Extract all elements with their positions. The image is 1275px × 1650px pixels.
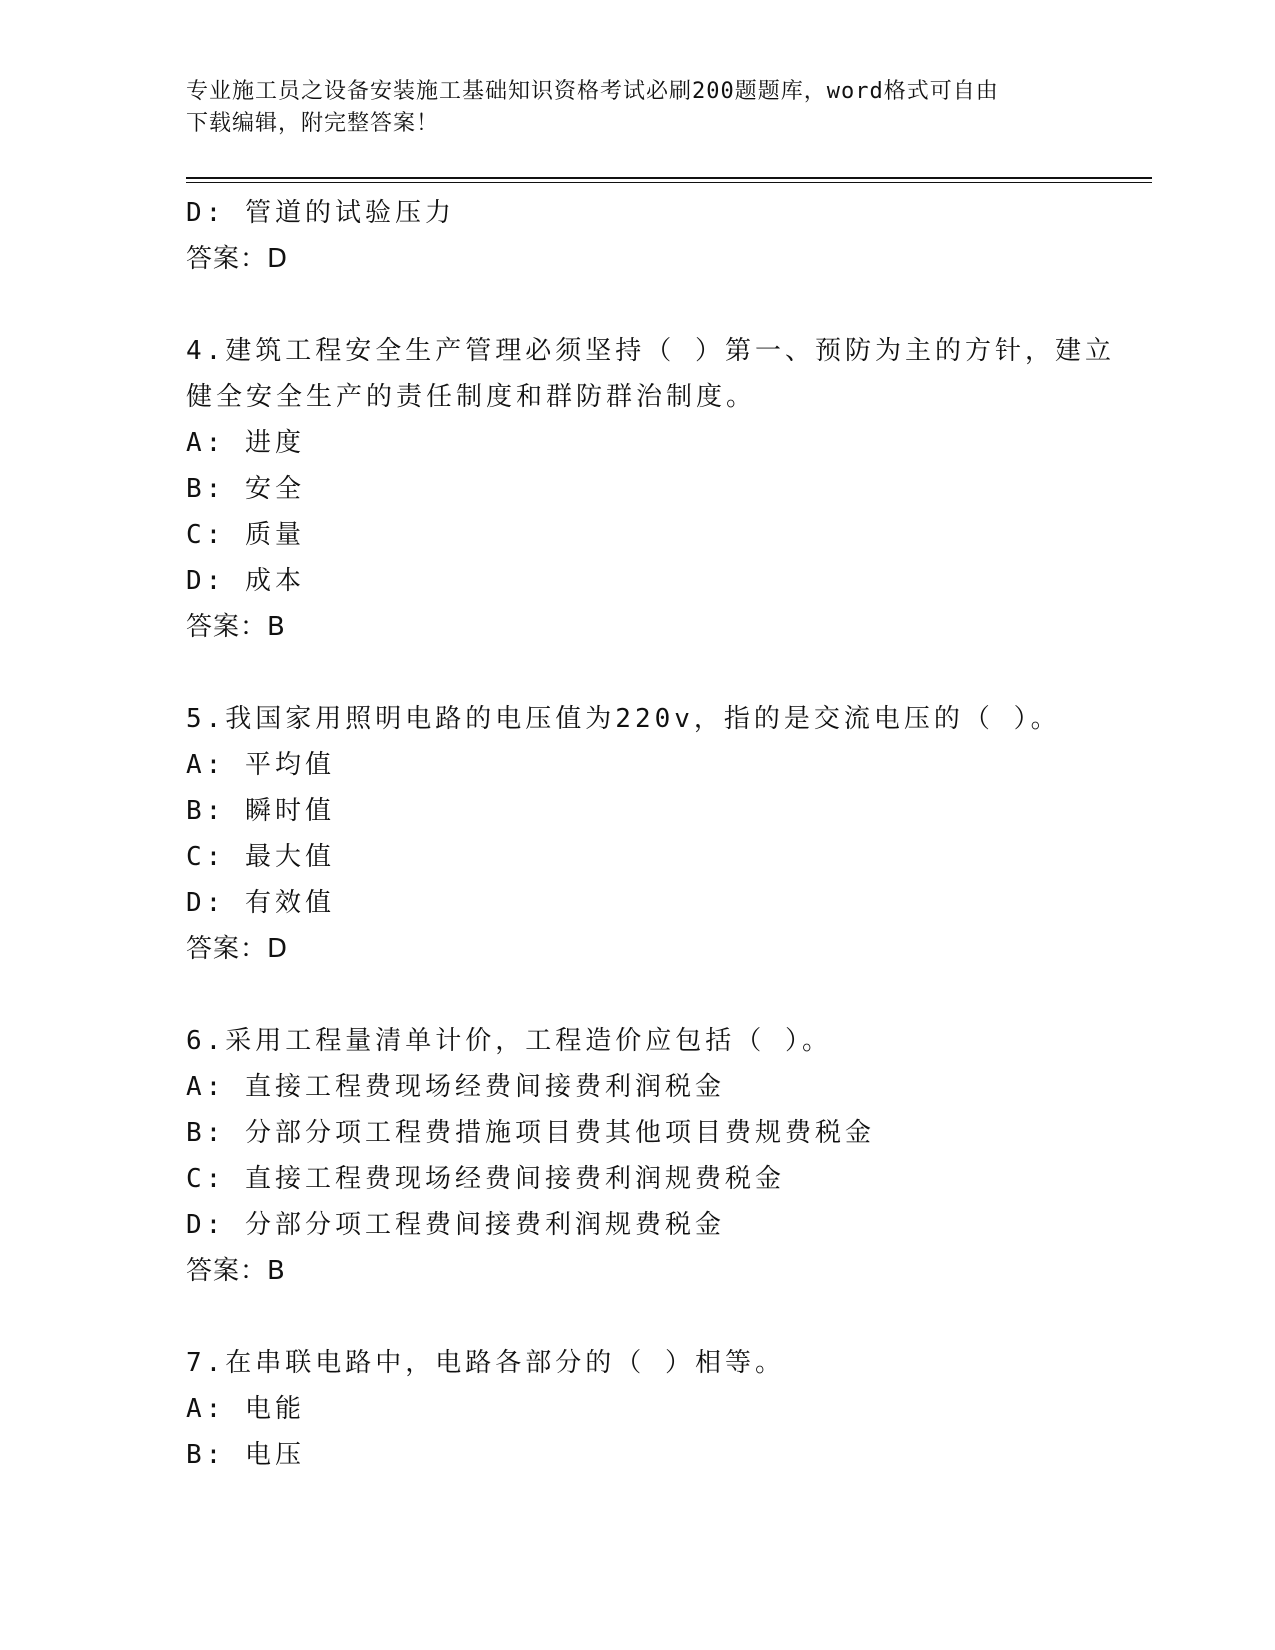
question-stem: 6.采用工程量清单计价，工程造价应包括（ ）。 bbox=[186, 1026, 832, 1056]
answer: 答案：B bbox=[186, 612, 286, 642]
option-c: C: 质量 bbox=[186, 520, 305, 550]
option-a: A: 平均值 bbox=[186, 750, 335, 780]
question-5 bbox=[186, 696, 1086, 972]
prev-answer: 答案：D bbox=[186, 244, 289, 274]
question-stem: 4.建筑工程安全生产管理必须坚持（ ）第一、预防为主的方针，建立 bbox=[186, 336, 1115, 366]
spacer bbox=[186, 972, 1086, 1018]
option-d: D: 有效值 bbox=[186, 888, 335, 918]
question-stem: 7.在串联电路中，电路各部分的（ ）相等。 bbox=[186, 1348, 785, 1378]
question-6 bbox=[186, 1018, 1086, 1294]
header-divider-thin bbox=[186, 182, 1152, 183]
spacer bbox=[186, 282, 1086, 328]
header-divider-thick bbox=[186, 177, 1152, 179]
option-c: C: 直接工程费现场经费间接费利润规费税金 bbox=[186, 1164, 785, 1194]
spacer bbox=[186, 1294, 1086, 1340]
option-b: B: 安全 bbox=[186, 474, 305, 504]
option-c: C: 最大值 bbox=[186, 842, 335, 872]
question-4 bbox=[186, 328, 1115, 650]
header-line-2: 下载编辑，附完整答案！ bbox=[186, 111, 440, 136]
question-stem-continued: 健全安全生产的责任制度和群防群治制度。 bbox=[186, 382, 757, 412]
question-stem: 5.我国家用照明电路的电压值为220v，指的是交流电压的（ ）。 bbox=[186, 704, 1061, 734]
question-7 bbox=[186, 1340, 1086, 1478]
option-a: A: 直接工程费现场经费间接费利润税金 bbox=[186, 1072, 725, 1102]
header-line-1: 专业施工员之设备安装施工基础知识资格考试必刷200题题库，word格式可自由 bbox=[186, 79, 999, 104]
option-a: A: 进度 bbox=[186, 428, 305, 458]
option-b: B: 电压 bbox=[186, 1440, 305, 1470]
option-b: B: 瞬时值 bbox=[186, 796, 335, 826]
answer: 答案：B bbox=[186, 1256, 286, 1286]
spacer bbox=[186, 650, 1086, 696]
page-header bbox=[186, 76, 1066, 140]
option-a: A: 电能 bbox=[186, 1394, 305, 1424]
prev-option-d: D: 管道的试验压力 bbox=[186, 198, 455, 228]
answer: 答案：D bbox=[186, 934, 289, 964]
option-d: D: 分部分项工程费间接费利润规费税金 bbox=[186, 1210, 725, 1240]
option-b: B: 分部分项工程费措施项目费其他项目费规费税金 bbox=[186, 1118, 875, 1148]
option-d: D: 成本 bbox=[186, 566, 305, 596]
question-list bbox=[186, 190, 1115, 1478]
